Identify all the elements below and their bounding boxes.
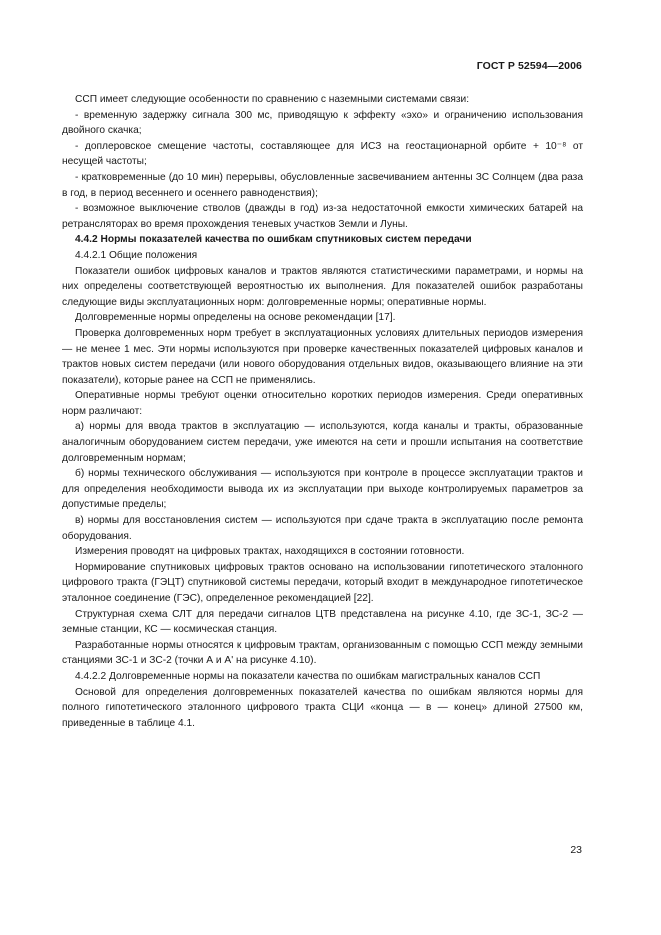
paragraph: Оперативные нормы требуют оценки относительно коротких периодов измерения. Среди оперативных норм различают:	[62, 390, 583, 417]
list-item: - временную задержку сигнала 300 мс, приводящую к эффекту «эхо» и ограничению использования двойного скачка;	[62, 109, 583, 137]
list-item: а) нормы для ввода трактов в эксплуатацию — используются, когда каналы и тракты, образованные аналогичным оборудованием систем передачи, уже имеются на сети и прошли испытания на соответствие долговременным нормам;	[62, 421, 583, 464]
list-item: - кратковременные (до 10 мин) перерывы, обусловленные засвечиванием антенны ЗС Солнцем (два раза в год, в период весеннего и осеннего равноденствия);	[62, 171, 583, 199]
document-header: ГОСТ Р 52594—2006	[476, 60, 582, 72]
section-heading: 4.4.2 Нормы показателей качества по ошибкам спутниковых систем передачи	[75, 234, 472, 246]
subsection-heading: 4.4.2.1 Общие положения	[75, 249, 198, 261]
document-body	[62, 92, 583, 731]
paragraph: Структурная схема СЛТ для передачи сигналов ЦТВ представлена на рисунке 4.10, где ЗС-1, ЗС-2 — земные станции, КС — космическая станция.	[62, 608, 583, 636]
paragraph: Показатели ошибок цифровых каналов и трактов являются статистическими параметрами, и нормы на них определены соответствующей вероятностью их выполнения. Для показателей ошибок разработаны следующие виды эксплуатационных норм: долговременные нормы; оперативные нормы.	[62, 265, 583, 308]
list-item: - возможное выключение стволов (дважды в год) из-за недостаточной емкости химических батарей на ретрансляторах во время прохождения теневых участков Земли и Луны.	[62, 203, 583, 230]
paragraph: Нормирование спутниковых цифровых трактов основано на использовании гипотетического эталонного цифрового тракта (ГЭЦТ) спутниковой системы передачи, который входит в международное гипотетическое эталонное соединение (ГЭС), определенное рекомендацией [22].	[62, 561, 583, 604]
paragraph: Основой для определения долговременных показателей качества по ошибкам являются нормы для полного гипотетического эталонного цифрового тракта СЦИ «конца — в — конец» длиной 27500 км, приведенные в таблице 4.1.	[62, 686, 583, 729]
list-item: - доплеровское смещение частоты, составляющее для ИСЗ на геостационарной орбите + 10⁻⁸ от несущей частоты;	[62, 140, 583, 168]
list-item: в) нормы для восстановления систем — используются при сдаче тракта в эксплуатацию после ремонта оборудования.	[62, 515, 583, 542]
paragraph: ССП имеет следующие особенности по сравнению с наземными системами связи:	[75, 94, 470, 105]
paragraph: Проверка долговременных норм требует в эксплуатационных условиях длительных периодов измерения — не менее 1 мес. Эти нормы используются при проверке качественных показателей цифровых каналов и трактов новых систем передачи (или нового оборудования отдельных видов, оказывающего влияние на эти показатели), которые ранее на ССП не применялись.	[62, 327, 583, 386]
list-item: б) нормы технического обслуживания — используются при контроле в процессе эксплуатации трактов и для определения необходимости вывода их из эксплуатации при выходе контролируемых параметров за допустимые пределы;	[62, 468, 583, 511]
subsection-heading: 4.4.2.2 Долговременные нормы на показатели качества по ошибкам магистральных каналов ССП	[75, 670, 541, 682]
paragraph: Измерения проводят на цифровых трактах, находящихся в состоянии готовности.	[75, 546, 465, 558]
paragraph: Разработанные нормы относятся к цифровым трактам, организованным с помощью ССП между земными станциями ЗС-1 и ЗС-2 (точки А и А' на рисунке 4.10).	[62, 639, 583, 667]
page-number: 23	[570, 844, 582, 856]
paragraph: Долговременные нормы определены на основе рекомендации [17].	[75, 312, 396, 324]
